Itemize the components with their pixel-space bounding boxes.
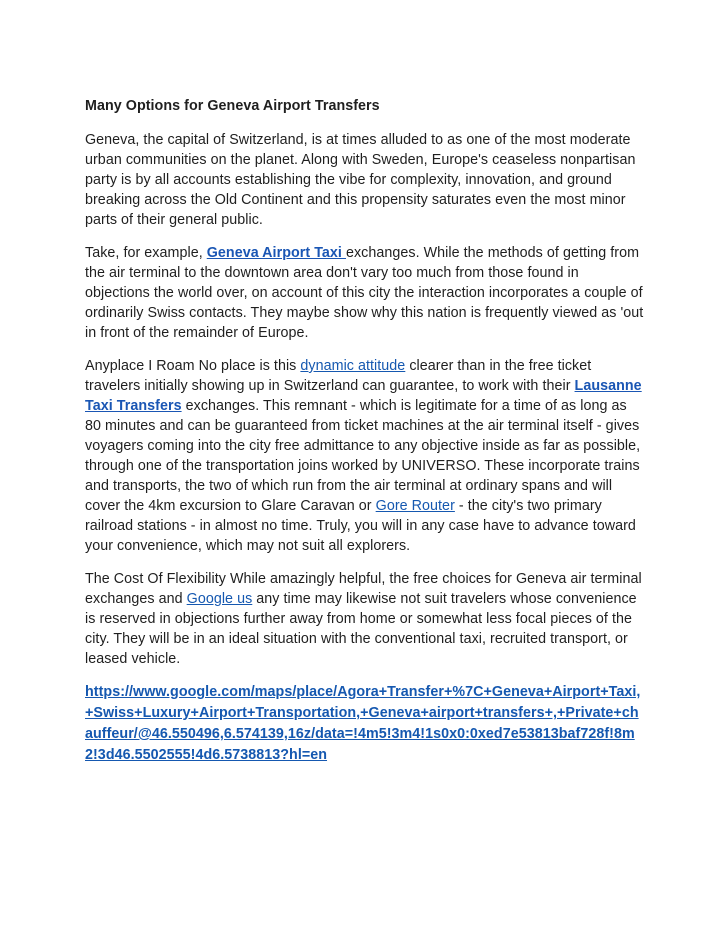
dynamic-attitude-link[interactable]: dynamic attitude (300, 358, 406, 374)
paragraph-text: - the city's two primary railroad stations - in almost no time. Truly, you will in any case have to advance toward your convenience, which may not suit all explorers. (85, 498, 636, 554)
paragraph-text: any time may likewise not suit travelers whose convenience is reserved in objections further away from home or somewhat less focal pieces of the city. They will be in an ideal situation with the conventional taxi, recruited transport, or leased vehicle. (85, 591, 637, 667)
paragraph-text: The Cost Of Flexibility While amazingly helpful, the free choices for Geneva air terminal exchanges and (85, 571, 642, 607)
paragraph-free-ticket (85, 356, 645, 556)
paragraph-intro (85, 130, 645, 230)
paragraph-text: exchanges. This remnant - which is legitimate for a time of as long as 80 minutes and can be guaranteed from ticket machines at the air terminal itself - gives voyagers coming into the city free admittance to any objective inside as far as possible, through one of the transportation joins worked by UNIVERSO. These incorporate trains and transports, the two of which run from the air terminal at ordinary spans and will cover the 4km excursion to Glare Caravan or (85, 398, 641, 514)
paragraph-text: Take, for example, (85, 245, 207, 261)
paragraph-text: Geneva, the capital of Switzerland, is at times alluded to as one of the most moderate urban communities on the planet. Along with Sweden, Europe's ceaseless nonpartisan party is by all accounts establishing the vibe for complexity, innovation, and ground breaking across the Old Continent and this propensity saturates even the most minor parts of their general public. (85, 132, 636, 228)
google-maps-url-link[interactable]: https://www.google.com/maps/place/Agora+Transfer+%7C+Geneva+Airport+Taxi,+Swiss+Luxury+Airport+Transportation,+Geneva+airport+transfers+,+Private+chauffeur/@46.550496,6.574139,16z/data=!4m5!3m4!1s0x0:0xed7e53813baf728f!8m2!3d46.5502555!4d6.5738813?hl=en (85, 684, 641, 763)
paragraph-text: Anyplace I Roam No place is this (85, 358, 301, 374)
paragraph-text: clearer than in the free ticket travelers initially showing up in Switzerland can guarantee, to work with their (85, 358, 592, 394)
paragraph-flexibility (85, 569, 645, 669)
paragraph-text: exchanges. While the methods of getting from the air terminal to the downtown area don't vary too much from those found in objections the world over, on account of this city the interaction incorporates a couple of ordinarily Swiss contacts. They maybe show why this nation is frequently viewed as 'out in front of the remainder of Europe. (85, 245, 644, 341)
paragraph-taxi (85, 243, 645, 343)
document-body (85, 96, 645, 766)
gore-router-link[interactable]: Gore Router (375, 498, 455, 514)
page-title: Many Options for Geneva Airport Transfers (85, 98, 380, 114)
google-us-link[interactable]: Google us (186, 591, 253, 607)
geneva-airport-taxi-link[interactable]: Geneva Airport Taxi (206, 245, 346, 261)
lausanne-taxi-transfers-link[interactable]: Lausanne Taxi Transfers (85, 378, 642, 414)
